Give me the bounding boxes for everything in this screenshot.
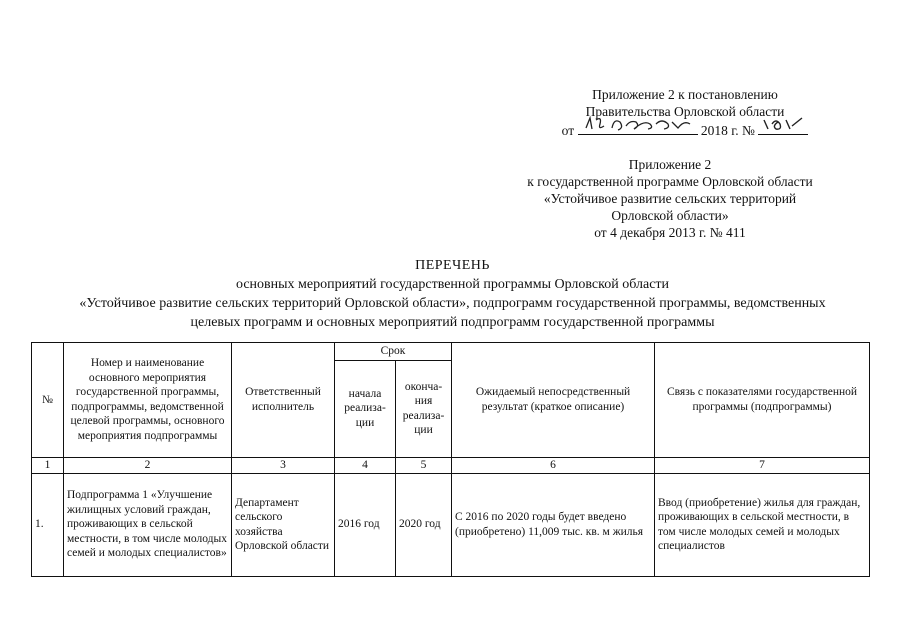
column-number-row [32, 457, 870, 473]
row-link: Ввод (приобретение) жилья для граждан, проживающих в сельской местности, в том числе молодых семей и молодых специалистов [655, 473, 870, 576]
column-number: 4 [335, 457, 396, 473]
table-row [32, 473, 870, 576]
date-prefix: от [561, 123, 575, 138]
handwritten-number [758, 120, 808, 135]
row-start: 2016 год [335, 473, 396, 576]
handwritten-date [578, 120, 698, 135]
column-number: 6 [452, 457, 655, 473]
row-end: 2020 год [396, 473, 452, 576]
annex-to-program [470, 156, 870, 241]
title-line-2: «Устойчивое развитие сельских территорий Орловской области», подпрограмм государственной программы, ведомственных [79, 296, 826, 311]
annex-to-decree [520, 86, 850, 139]
column-number: 1 [32, 457, 64, 473]
annex-decree-line-2: Правительства Орловской области [585, 104, 785, 119]
annex-decree-date-line [520, 120, 850, 139]
header-result: Ожидаемый непосредственный результат (краткое описание) [452, 343, 655, 458]
header-start: начала реализа-ции [335, 360, 396, 457]
header-executor: Ответственный исполнитель [232, 343, 335, 458]
header-name: Номер и наименование основного мероприятия государственной программы, подпрограммы, ведомственной целевой программы, основного мероприятия подпрограммы [64, 343, 232, 458]
header-link: Связь с показателями государственной программы (подпрограммы) [655, 343, 870, 458]
row-executor: Департамент сельского хозяйства Орловской области [232, 473, 335, 576]
annex-program-line-2: к государственной программе Орловской области [527, 174, 813, 189]
column-number: 5 [396, 457, 452, 473]
handwritten-number-scribble [758, 114, 808, 134]
column-number: 2 [64, 457, 232, 473]
year-and-number-label: 2018 г. № [700, 123, 755, 138]
row-name: Подпрограмма 1 «Улучшение жилищных условий граждан, проживающих в сельской местности, в том числе молодых семей и молодых специалистов» [64, 473, 232, 576]
measures-table [31, 342, 870, 577]
title-main: ПЕРЕЧЕНЬ [415, 258, 490, 273]
title-line-3: целевых программ и основных мероприятий подпрограмм государственной программы [190, 315, 715, 330]
header-row-1 [32, 343, 870, 361]
annex-program-line-4: Орловской области» [611, 208, 729, 223]
row-number: 1. [32, 473, 64, 576]
annex-program-line-3: «Устойчивое развитие сельских территорий [543, 191, 797, 206]
handwritten-date-scribble [578, 114, 698, 134]
annex-program-line-5: от 4 декабря 2013 г. № 411 [594, 225, 746, 240]
header-end: оконча-ния реализа-ции [396, 360, 452, 457]
row-result: С 2016 по 2020 годы будет введено (приобретено) 11,009 тыс. кв. м жилья [452, 473, 655, 576]
column-number: 7 [655, 457, 870, 473]
annex-program-line-1: Приложение 2 [628, 157, 712, 172]
column-number: 3 [232, 457, 335, 473]
annex-decree-line-1: Приложение 2 к постановлению [592, 87, 778, 102]
header-term: Срок [335, 343, 452, 361]
title-line-1: основных мероприятий государственной программы Орловской области [235, 277, 670, 292]
header-no: № [32, 343, 64, 458]
document-title [30, 256, 875, 332]
